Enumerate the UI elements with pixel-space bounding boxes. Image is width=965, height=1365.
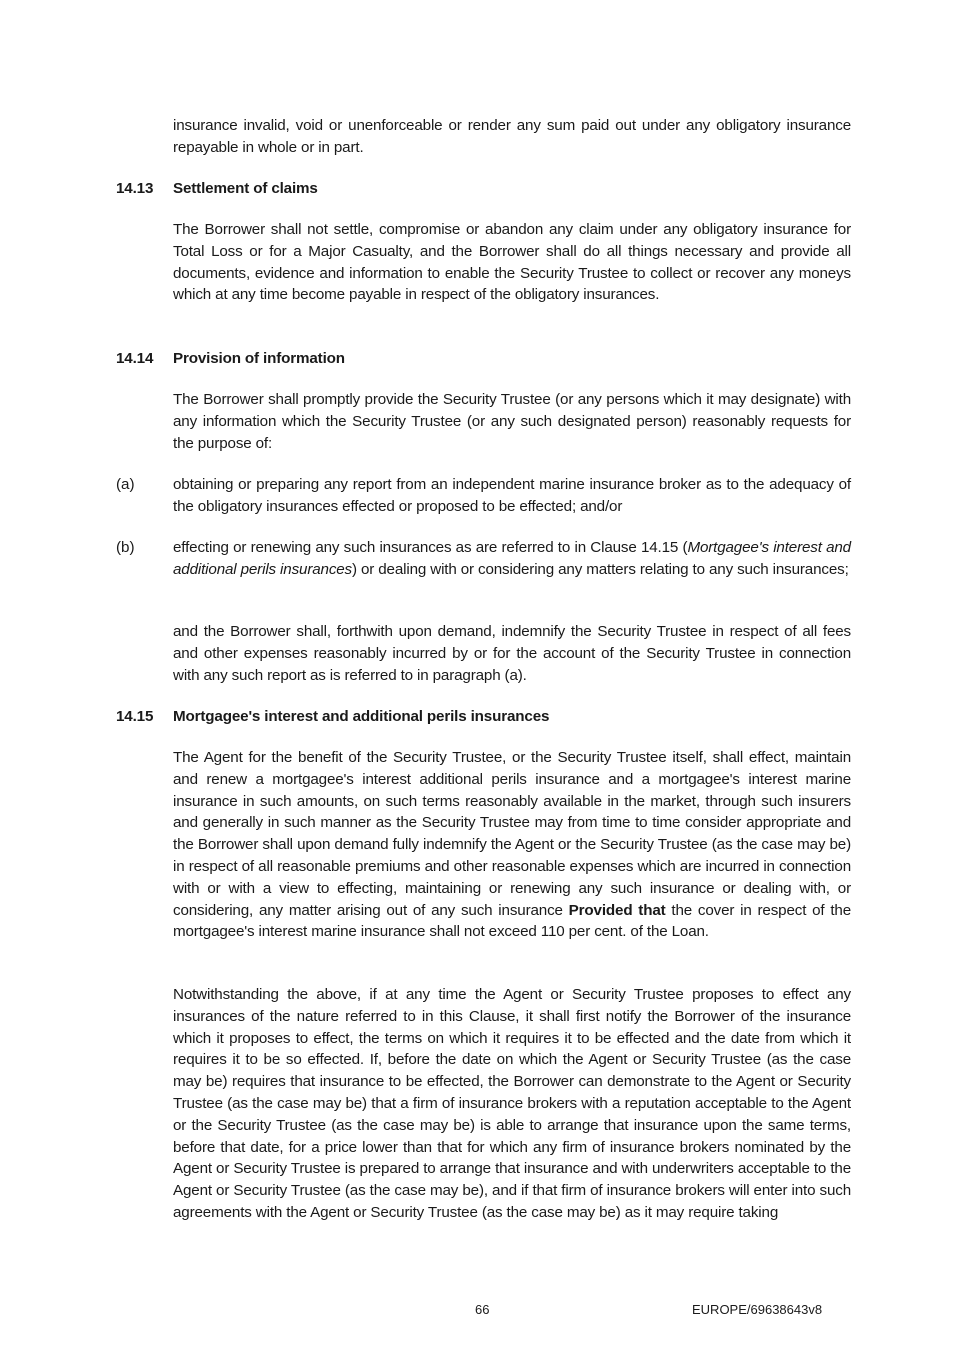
- list-item-text-a: obtaining or preparing any report from an independent marine insurance broker as to the adequacy of the obligatory insurances effected or proposed to be effected; and/or: [173, 476, 851, 515]
- provided-that-bold: Provided that: [568, 901, 666, 919]
- section-heading-14-15: [116, 706, 549, 728]
- item-b-text-end: ) or dealing with or considering any matters relating to any such insurances;: [352, 560, 849, 578]
- list-item-label-b: (b): [116, 539, 135, 556]
- page-number: 66: [475, 1302, 490, 1317]
- mortgagee-insurance-paragraph-2: Notwithstanding the above, if at any time the Agent or Security Trustee proposes to effect any insurances of the nature referred to in this Clause, it shall first notify the Borrower of the insurance which it proposes to effect, the terms on which it requires it to be effected and the date from which it requires it to be so effected. If, before the date on which the Agent or Security Trustee (as the case may be) requires that insurance to be effected, the Borrower can demonstrate to the Agent or Security Trustee (as the case may be) that a firm of insurance brokers with a reputation acceptable to the Agent or the Security Trustee (as the case may be) is able to arrange that insurance upon the same terms, before that date, for a price lower than that for which any firm of insurance brokers nominated by the Agent or Security Trustee is prepared to arrange that insurance and with underwriters acceptable to the Agent or Security Trustee (as the case may be), and if that firm of insurance brokers will enter into such agreements with the Agent or Security Trustee (as the case may be) as it may require taking: [173, 986, 851, 1221]
- document-reference: EUROPE/69638643v8: [692, 1302, 823, 1317]
- section-heading-14-13: [116, 178, 318, 200]
- item-b-text-start: effecting or renewing any such insurances as are referred to in Clause 14.15 (: [173, 539, 688, 556]
- continuation-paragraph: insurance invalid, void or unenforceable or render any sum paid out under any obligatory insurance repayable in whole or in part.: [173, 117, 851, 156]
- settlement-of-claims-paragraph: The Borrower shall not settle, compromise or abandon any claim under any obligatory insurance for Total Loss or for a Major Casualty, and the Borrower shall do all things necessary and provide all documents, evidence and information to enable the Security Trustee to collect or recover any moneys which at any time become payable in respect of the obligatory insurances.: [173, 221, 851, 304]
- section-heading-14-14: [116, 348, 345, 370]
- list-item-label-a: (a): [116, 476, 135, 493]
- section-title: Provision of information: [173, 350, 345, 367]
- section-number: 14.13: [116, 180, 154, 197]
- provision-of-information-closing: and the Borrower shall, forthwith upon demand, indemnify the Security Trustee in respect of all fees and other expenses reasonably incurred by or for the account of the Security Trustee in connection with any such report as is referred to in paragraph (a).: [173, 623, 851, 684]
- mortgagee-insurance-paragraph-1: [173, 747, 851, 943]
- clause-reference-italic: Mortgagee's interest and additional perils insurances: [173, 539, 851, 578]
- provision-of-information-intro: The Borrower shall promptly provide the Security Trustee (or any persons which it may designate) with any information which the Security Trustee (or any such designated person) reasonably requests for the purpose of:: [173, 391, 851, 452]
- section-title: Settlement of claims: [173, 180, 318, 197]
- paragraph-text-start: The Agent for the benefit of the Security Trustee, or the Security Trustee itself, shall effect, maintain and renew a mortgagee's interest additional perils insurance and a mortgagee's interest marine insurance in such amounts, on such terms reasonably available in the market, through such insurers and generally in such manner as the Security Trustee may from time to time consider appropriate and the Borrower shall upon demand fully indemnify the Agent or the Security Trustee (as the case may be) in respect of all reasonable premiums and other reasonable expenses which are incurred in connection with or with a view to effecting, maintaining or renewing any such insurance or dealing with, or considering, any matter arising out of any such insurance: [173, 749, 851, 919]
- list-item-text-b: [173, 537, 851, 581]
- section-title: Mortgagee's interest and additional perils insurances: [173, 708, 550, 725]
- section-number: 14.14: [116, 350, 154, 367]
- paragraph-text-end: the cover in respect of the mortgagee's interest marine insurance shall not exceed 110 per cent. of the Loan.: [173, 901, 852, 941]
- section-number: 14.15: [116, 708, 154, 725]
